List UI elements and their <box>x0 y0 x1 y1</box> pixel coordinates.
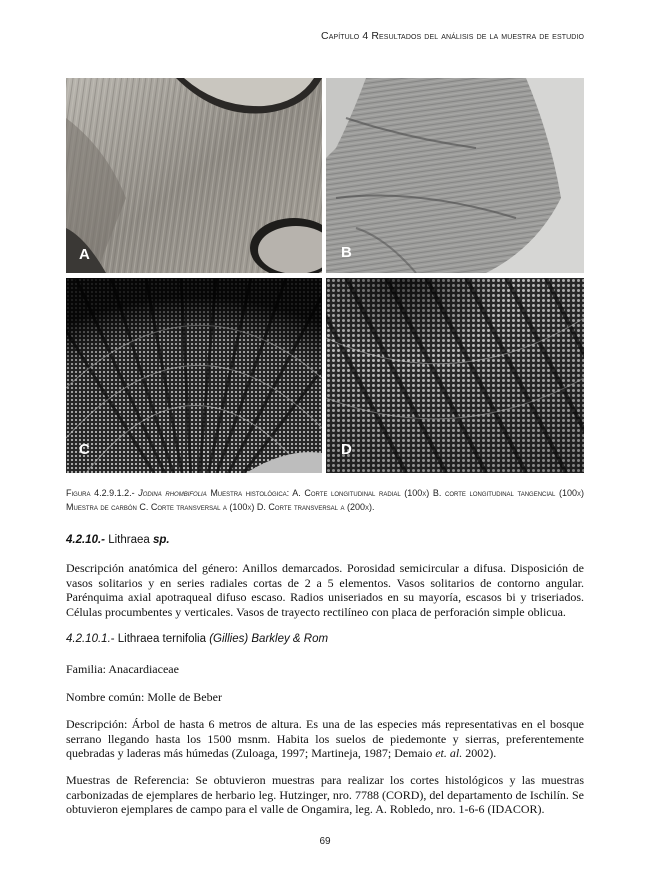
reference-samples: Muestras de Referencia: Se obtuvieron muestras para realizar los cortes histológicos y las muestras carbonizadas de ejemplares de herbario leg. Hutzinger, nro. 7788 (CORD), del departamento de Ischilín. Se obtuvieron ejemplares de campo para el valle de Ongamira, leg. A. Robledo, nro. 1-6-6 (IDACOR). <box>66 773 584 817</box>
caption-prefix: Figura 4.2.9.1.2.- <box>66 488 139 498</box>
figure-micrographs <box>66 78 584 473</box>
micrograph-c-image <box>66 278 322 473</box>
section-heading-4-2-10 <box>66 534 170 546</box>
micrograph-panel-c <box>66 278 322 473</box>
description-text: Descripción: Árbol de hasta 6 metros de altura. Es una de las especies más representativas en el bosque serrano llegando hasta los 1500 msnm. Habita los suelos de piedemonte y sierras, preferentemente quebradas y laderas más húmedas (Zuloaga, 1997; Martineja, 1987; Demaio <box>66 717 584 761</box>
caption-species: Jodina rhombifolia <box>138 488 207 498</box>
micrograph-panel-b <box>326 78 584 273</box>
figure-caption <box>66 486 584 514</box>
header-initial: C <box>321 30 329 42</box>
caption-body: Muestra histológica: A. Corte longitudinal radial (100x) B. corte longitudinal tangencial (100x) Muestra de carbón C. Corte transversal a (100x) D. Corte transversal a (200x). <box>66 488 584 512</box>
species-authority: (Gillies) Barkley & Rom <box>209 633 329 645</box>
panel-label-d: D <box>341 441 352 458</box>
subsection-number: 4.2.10.1. <box>66 633 111 645</box>
micrograph-a-image <box>66 78 322 273</box>
panel-label-c: C <box>79 441 90 458</box>
running-header <box>321 30 584 42</box>
species-name: - Lithraea ternifolia <box>110 633 210 645</box>
header-text: apítulo 4 <box>328 30 372 42</box>
familia-line: Familia: Anacardiaceae <box>66 662 179 676</box>
nombre-comun-line: Nombre común: Molle de Beber <box>66 690 222 704</box>
micrograph-panel-d <box>326 278 584 473</box>
micrograph-d-image <box>326 278 584 473</box>
panel-label-a: A <box>79 246 90 263</box>
section-genus: Lithraea <box>105 534 153 546</box>
micrograph-panel-a <box>66 78 322 273</box>
genus-description: Descripción anatómica del género: Anillos demarcados. Porosidad semicircular a difusa. Disposición de vasos solitarios y en series radiales cortas de 2 a 5 elementos. Vasos solitarios de contorno angular. Parénquima axial apotraqueal difuso escaso. Radios uniseriados en su mayoría, escasos bi y triseriados. Células procumbentes y verticales. Vasos de trayecto rectilíneo con placa de perforación simple oblicua. <box>66 561 584 619</box>
section-sp: sp. <box>152 534 170 546</box>
species-description <box>66 717 584 761</box>
description-etal: et. al. <box>435 746 463 761</box>
page-number: 69 <box>319 836 331 847</box>
panel-label-b: B <box>341 244 352 261</box>
header-initial-2: R <box>371 30 380 42</box>
header-text-2: esultados del análisis de la muestra de estudio <box>379 30 584 42</box>
description-year: 2002). <box>462 746 497 761</box>
section-heading-4-2-10-1 <box>66 633 328 645</box>
section-number: 4.2.10.- <box>66 534 105 546</box>
micrograph-b-image <box>326 78 584 273</box>
